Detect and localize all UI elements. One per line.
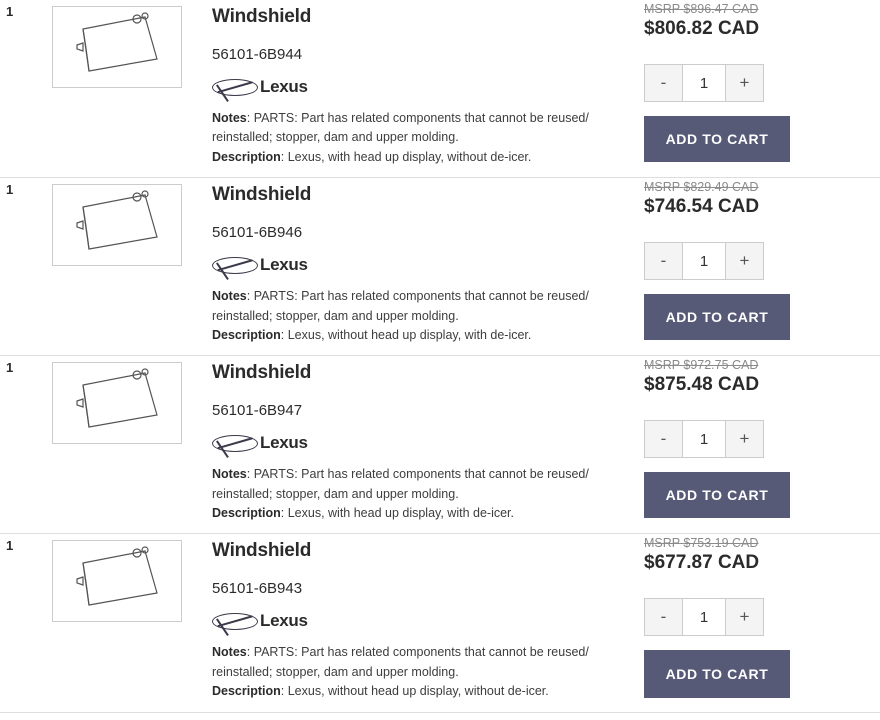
product-price-cell — [644, 178, 880, 352]
windshield-thumbnail-icon[interactable] — [52, 540, 182, 622]
product-row — [0, 356, 880, 534]
msrp-price — [644, 180, 864, 194]
description-text: Lexus, without head up display, with de-icer. — [287, 327, 532, 342]
product-info-cell — [212, 356, 644, 533]
notes-text: PARTS: Part has related components that cannot be reused/ reinstalled; stopper, dam and upper molding. — [212, 289, 589, 323]
quantity-input[interactable] — [682, 420, 726, 458]
row-quantity-indicator: 1 — [6, 360, 14, 376]
description-text: Lexus, with head up display, without de-icer. — [287, 149, 532, 164]
product-notes: Notes: PARTS: Part has related components that cannot be reused/ reinstalled; stopper, dam and upper molding. — [212, 289, 589, 323]
product-row — [0, 178, 880, 356]
product-info-cell — [212, 534, 644, 711]
product-notes: Notes: PARTS: Part has related components that cannot be reused/ reinstalled; stopper, dam and upper molding. — [212, 111, 589, 145]
part-number: 56101-6B947 — [212, 402, 303, 420]
product-image-cell — [22, 356, 212, 444]
description-label: Description — [212, 684, 281, 699]
quantity-increment-button[interactable]: + — [726, 598, 764, 636]
notes-label: Notes — [212, 289, 247, 304]
sale-price: $677.87 CAD — [644, 552, 760, 574]
add-to-cart-button[interactable]: ADD TO CART — [644, 294, 790, 340]
brand-line — [212, 611, 630, 631]
quantity-increment-button[interactable]: + — [726, 242, 764, 280]
brand-line — [212, 433, 630, 453]
quantity-increment-button[interactable]: + — [726, 420, 764, 458]
lexus-logo-icon — [212, 257, 258, 274]
product-title[interactable]: Windshield — [212, 6, 312, 27]
product-image-cell — [22, 534, 212, 622]
product-description: Description: Lexus, with head up display, with de-icer. — [212, 506, 515, 520]
notes-text: PARTS: Part has related components that cannot be reused/ reinstalled; stopper, dam and upper molding. — [212, 645, 589, 679]
product-price-cell — [644, 0, 880, 174]
product-info-cell — [212, 178, 644, 355]
quantity-decrement-button[interactable]: - — [644, 242, 682, 280]
product-description: Description: Lexus, without head up display, with de-icer. — [212, 327, 532, 342]
notes-text: PARTS: Part has related components that cannot be reused/ reinstalled; stopper, dam and upper molding. — [212, 467, 589, 501]
row-quantity-indicator: 1 — [6, 182, 14, 198]
msrp-price — [644, 358, 864, 372]
msrp-value: $753.19 CAD — [683, 536, 759, 551]
product-image-cell — [22, 0, 212, 88]
add-to-cart-button[interactable]: ADD TO CART — [644, 650, 790, 698]
windshield-thumbnail-icon[interactable] — [52, 6, 182, 88]
msrp-label: MSRP — [644, 358, 680, 373]
quantity-stepper[interactable] — [644, 64, 764, 102]
notes-label: Notes — [212, 645, 247, 660]
msrp-price — [644, 536, 864, 550]
windshield-thumbnail-icon[interactable] — [52, 184, 182, 266]
notes-label: Notes — [212, 467, 247, 482]
row-quantity-indicator: 1 — [6, 4, 14, 19]
part-number: 56101-6B946 — [212, 224, 303, 242]
windshield-thumbnail-icon[interactable] — [52, 362, 182, 444]
msrp-value: $896.47 CAD — [683, 2, 759, 16]
brand-name: Lexus — [260, 433, 308, 453]
product-row — [0, 534, 880, 712]
product-title[interactable]: Windshield — [212, 540, 312, 562]
msrp-price — [644, 2, 864, 16]
sale-price: $806.82 CAD — [644, 18, 760, 39]
msrp-value: $829.49 CAD — [683, 180, 759, 195]
add-to-cart-button[interactable]: ADD TO CART — [644, 472, 790, 518]
lexus-logo-icon — [212, 613, 258, 630]
product-price-cell — [644, 356, 880, 530]
add-to-cart-button[interactable]: ADD TO CART — [644, 116, 790, 162]
product-notes: Notes: PARTS: Part has related components that cannot be reused/ reinstalled; stopper, dam and upper molding. — [212, 467, 589, 501]
product-description: Description: Lexus, without head up display, without de-icer. — [212, 684, 549, 699]
quantity-input[interactable] — [682, 242, 726, 280]
description-label: Description — [212, 149, 281, 164]
quantity-decrement-button[interactable]: - — [644, 64, 682, 102]
part-number: 56101-6B944 — [212, 46, 303, 63]
lexus-logo-icon — [212, 79, 258, 96]
product-title[interactable]: Windshield — [212, 362, 312, 384]
quantity-stepper[interactable] — [644, 598, 764, 636]
description-label: Description — [212, 506, 281, 520]
product-title[interactable]: Windshield — [212, 184, 312, 206]
brand-name: Lexus — [260, 77, 308, 96]
product-info-cell — [212, 0, 644, 177]
quantity-stepper[interactable] — [644, 242, 764, 280]
product-description: Description: Lexus, with head up display, without de-icer. — [212, 149, 532, 164]
description-text: Lexus, with head up display, with de-icer. — [287, 506, 515, 520]
product-image-cell — [22, 178, 212, 266]
msrp-value: $972.75 CAD — [683, 358, 759, 373]
quantity-stepper[interactable] — [644, 420, 764, 458]
product-notes: Notes: PARTS: Part has related components that cannot be reused/ reinstalled; stopper, dam and upper molding. — [212, 645, 589, 679]
quantity-decrement-button[interactable]: - — [644, 598, 682, 636]
description-text: Lexus, without head up display, without de-icer. — [287, 684, 549, 699]
brand-name: Lexus — [260, 255, 308, 275]
part-number: 56101-6B943 — [212, 580, 303, 598]
description-label: Description — [212, 327, 281, 342]
quantity-input[interactable] — [682, 598, 726, 636]
product-row — [0, 0, 880, 178]
sale-price: $746.54 CAD — [644, 196, 760, 218]
quantity-decrement-button[interactable]: - — [644, 420, 682, 458]
sale-price: $875.48 CAD — [644, 374, 760, 396]
notes-label: Notes — [212, 111, 247, 125]
product-price-cell — [644, 534, 880, 710]
msrp-label: MSRP — [644, 536, 680, 551]
brand-line — [212, 77, 630, 97]
brand-line — [212, 255, 630, 275]
msrp-label: MSRP — [644, 2, 680, 16]
row-quantity-indicator: 1 — [6, 538, 14, 554]
brand-name: Lexus — [260, 611, 308, 631]
msrp-label: MSRP — [644, 180, 680, 195]
quantity-increment-button[interactable]: + — [726, 64, 764, 102]
notes-text: PARTS: Part has related components that cannot be reused/ reinstalled; stopper, dam and upper molding. — [212, 111, 589, 145]
lexus-logo-icon — [212, 435, 258, 452]
quantity-input[interactable] — [682, 64, 726, 102]
